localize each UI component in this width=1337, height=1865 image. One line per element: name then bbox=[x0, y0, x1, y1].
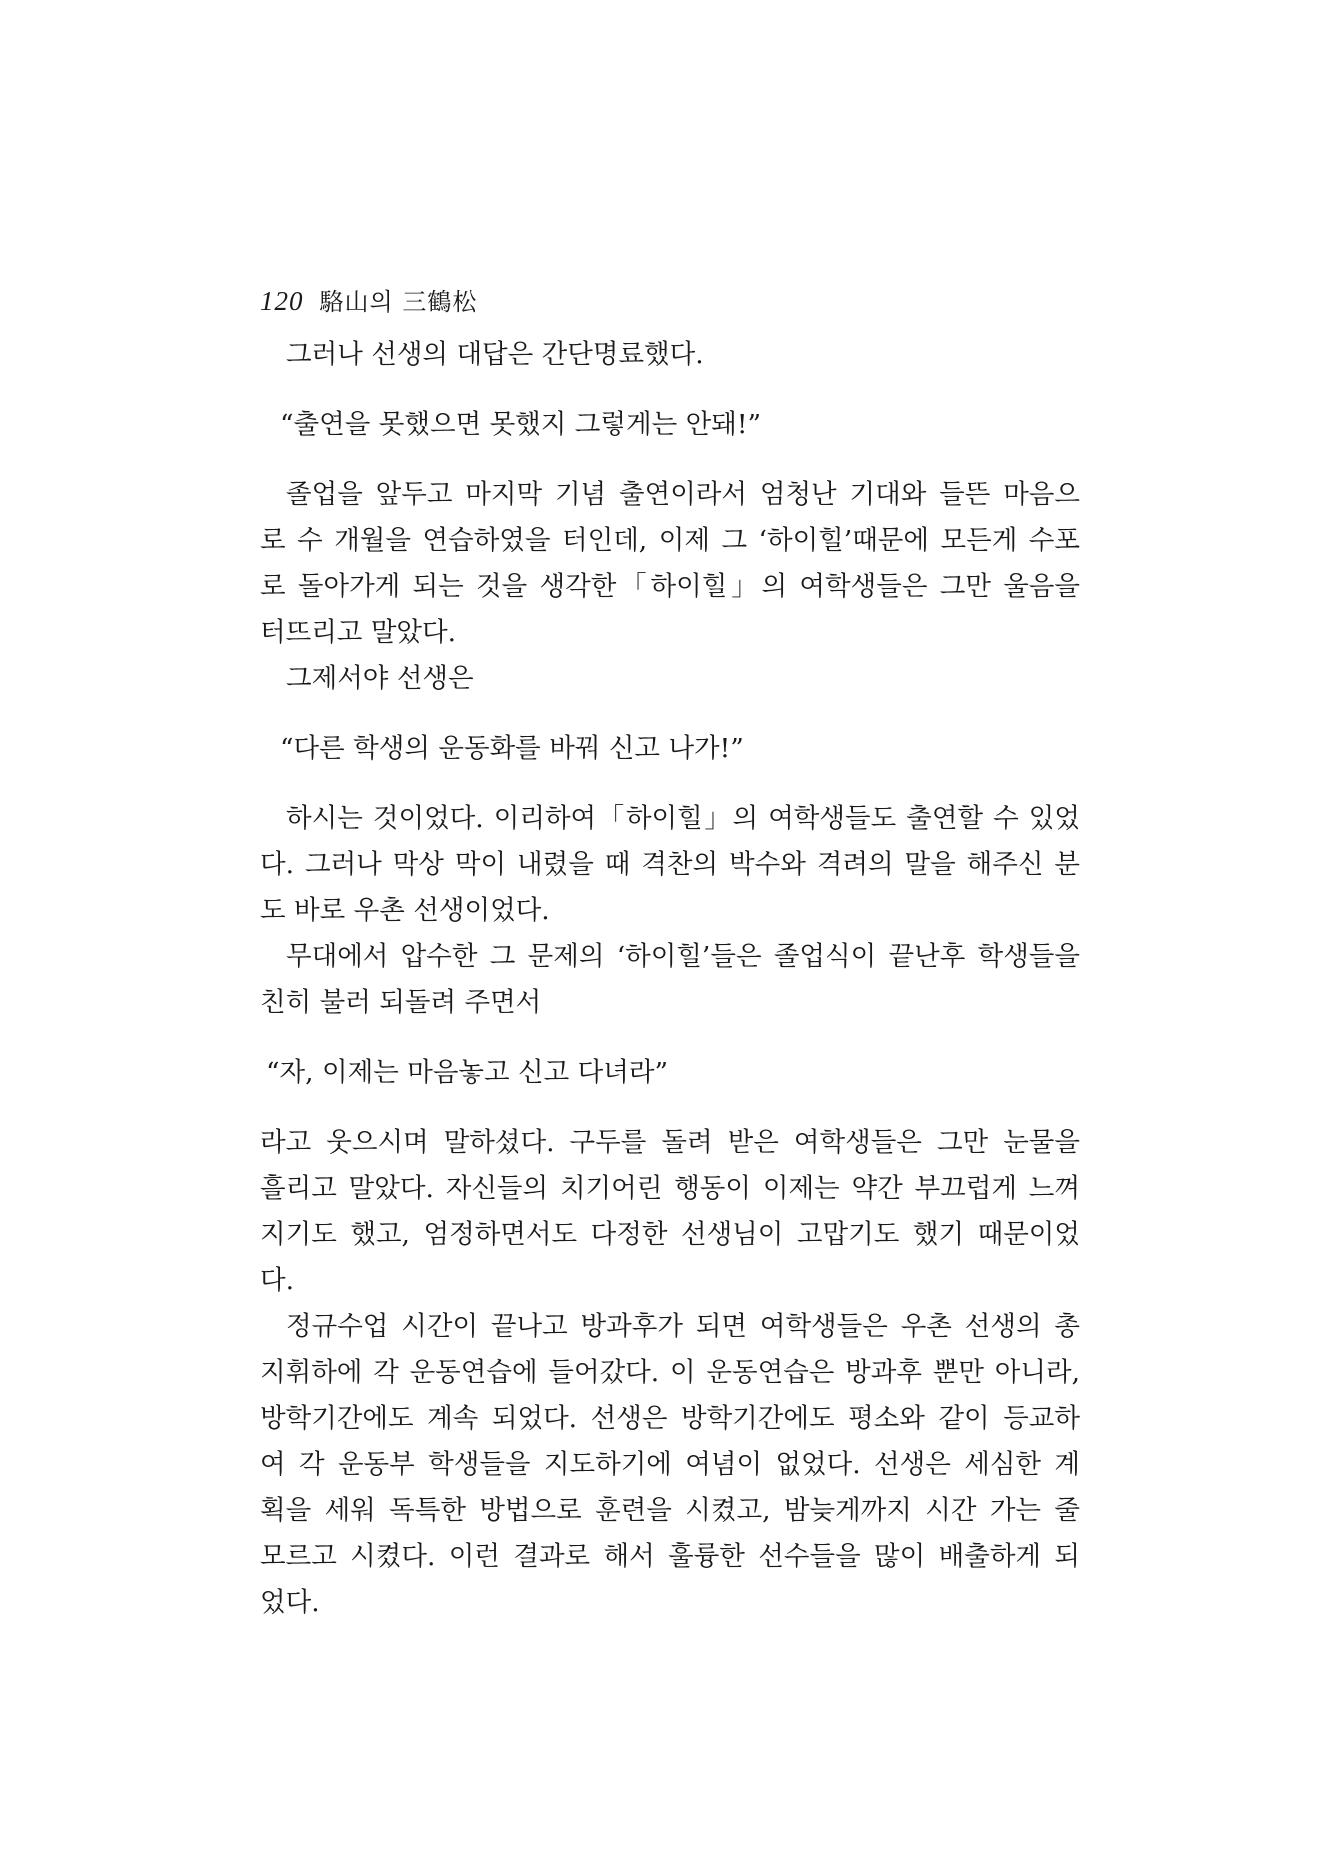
text-line: 지휘하에 각 운동연습에 들어갔다. 이 운동연습은 방과후 뿐만 아니라, bbox=[260, 1357, 1080, 1388]
text-line: 그제서야 선생은 bbox=[286, 663, 474, 694]
text-line: 친히 불러 되돌려 주면서 bbox=[260, 987, 542, 1018]
text-line: 여 각 운동부 학생들을 지도하기에 여념이 없었다. 선생은 세심한 계 bbox=[260, 1449, 1080, 1480]
text-line: 도 바로 우촌 선생이었다. bbox=[260, 895, 550, 926]
text-line: 하시는 것이었다. 이리하여「하이힐」의 여학생들도 출연할 수 있었 bbox=[286, 803, 1080, 834]
paragraph-teacher bbox=[260, 656, 1080, 702]
text-line: 무대에서 압수한 그 문제의 ‘하이힐’들은 졸업식이 끝난후 학생들을 bbox=[286, 941, 1080, 972]
text-line: 모르고 시켰다. 이런 결과로 해서 훌륭한 선수들을 많이 배출하게 되 bbox=[260, 1541, 1080, 1572]
page-body bbox=[260, 332, 1080, 1626]
text-line: “다른 학생의 운동화를 바꿔 신고 나가!” bbox=[280, 733, 744, 764]
text-line: 었다. bbox=[260, 1587, 320, 1618]
book-title: 駱山의 三鶴松 bbox=[319, 288, 478, 316]
paragraph-performance bbox=[260, 796, 1080, 934]
text-line: 라고 웃으시며 말하셨다. 구두를 돌려 받은 여학생들은 그만 눈물을 bbox=[260, 1127, 1080, 1158]
text-line: 지기도 했고, 엄정하면서도 다정한 선생님이 고맙기도 했기 때문이었 bbox=[260, 1219, 1080, 1250]
text-line: 획을 세워 독특한 방법으로 훈련을 시켰고, 밤늦게까지 시간 가는 줄 bbox=[260, 1495, 1080, 1526]
text-line: 터뜨리고 말았다. bbox=[260, 617, 457, 648]
paragraph-training bbox=[260, 1304, 1080, 1626]
text-line: 흘리고 말았다. 자신들의 치기어린 행동이 이제는 약간 부끄럽게 느껴 bbox=[260, 1173, 1080, 1204]
paragraph-high-heels bbox=[260, 934, 1080, 1026]
quote-sneakers bbox=[260, 726, 1080, 772]
running-header bbox=[260, 282, 477, 317]
text-line: 졸업을 앞두고 마지막 기념 출연이라서 엄청난 기대와 들뜬 마음으 bbox=[286, 479, 1080, 510]
paragraph-graduation bbox=[260, 472, 1080, 656]
text-line: 로 수 개월을 연습하였을 터인데, 이제 그 ‘하이힐’때문에 모든게 수포 bbox=[260, 525, 1080, 556]
page-number: 120 bbox=[260, 286, 304, 316]
text-line: 로 돌아가게 되는 것을 생각한「하이힐」의 여학생들은 그만 울음을 bbox=[260, 571, 1080, 602]
text-line: 다. bbox=[260, 1265, 295, 1296]
text-line: 정규수업 시간이 끝나고 방과후가 되면 여학생들은 우촌 선생의 총 bbox=[286, 1311, 1080, 1342]
quote-wear-them bbox=[260, 1050, 1080, 1096]
paragraph-tears bbox=[260, 1120, 1080, 1304]
paragraph-answer bbox=[260, 332, 1080, 378]
quote-refusal bbox=[260, 402, 1080, 448]
text-line: 다. 그러나 막상 막이 내렸을 때 격찬의 박수와 격려의 말을 해주신 분 bbox=[260, 849, 1080, 880]
text-line: 그러나 선생의 대답은 간단명료했다. bbox=[286, 339, 704, 370]
text-line: “출연을 못했으면 못했지 그렇게는 안돼!” bbox=[280, 409, 762, 440]
text-line: “자, 이제는 마음놓고 신고 다녀라” bbox=[266, 1057, 668, 1088]
text-line: 방학기간에도 계속 되었다. 선생은 방학기간에도 평소와 같이 등교하 bbox=[260, 1403, 1080, 1434]
